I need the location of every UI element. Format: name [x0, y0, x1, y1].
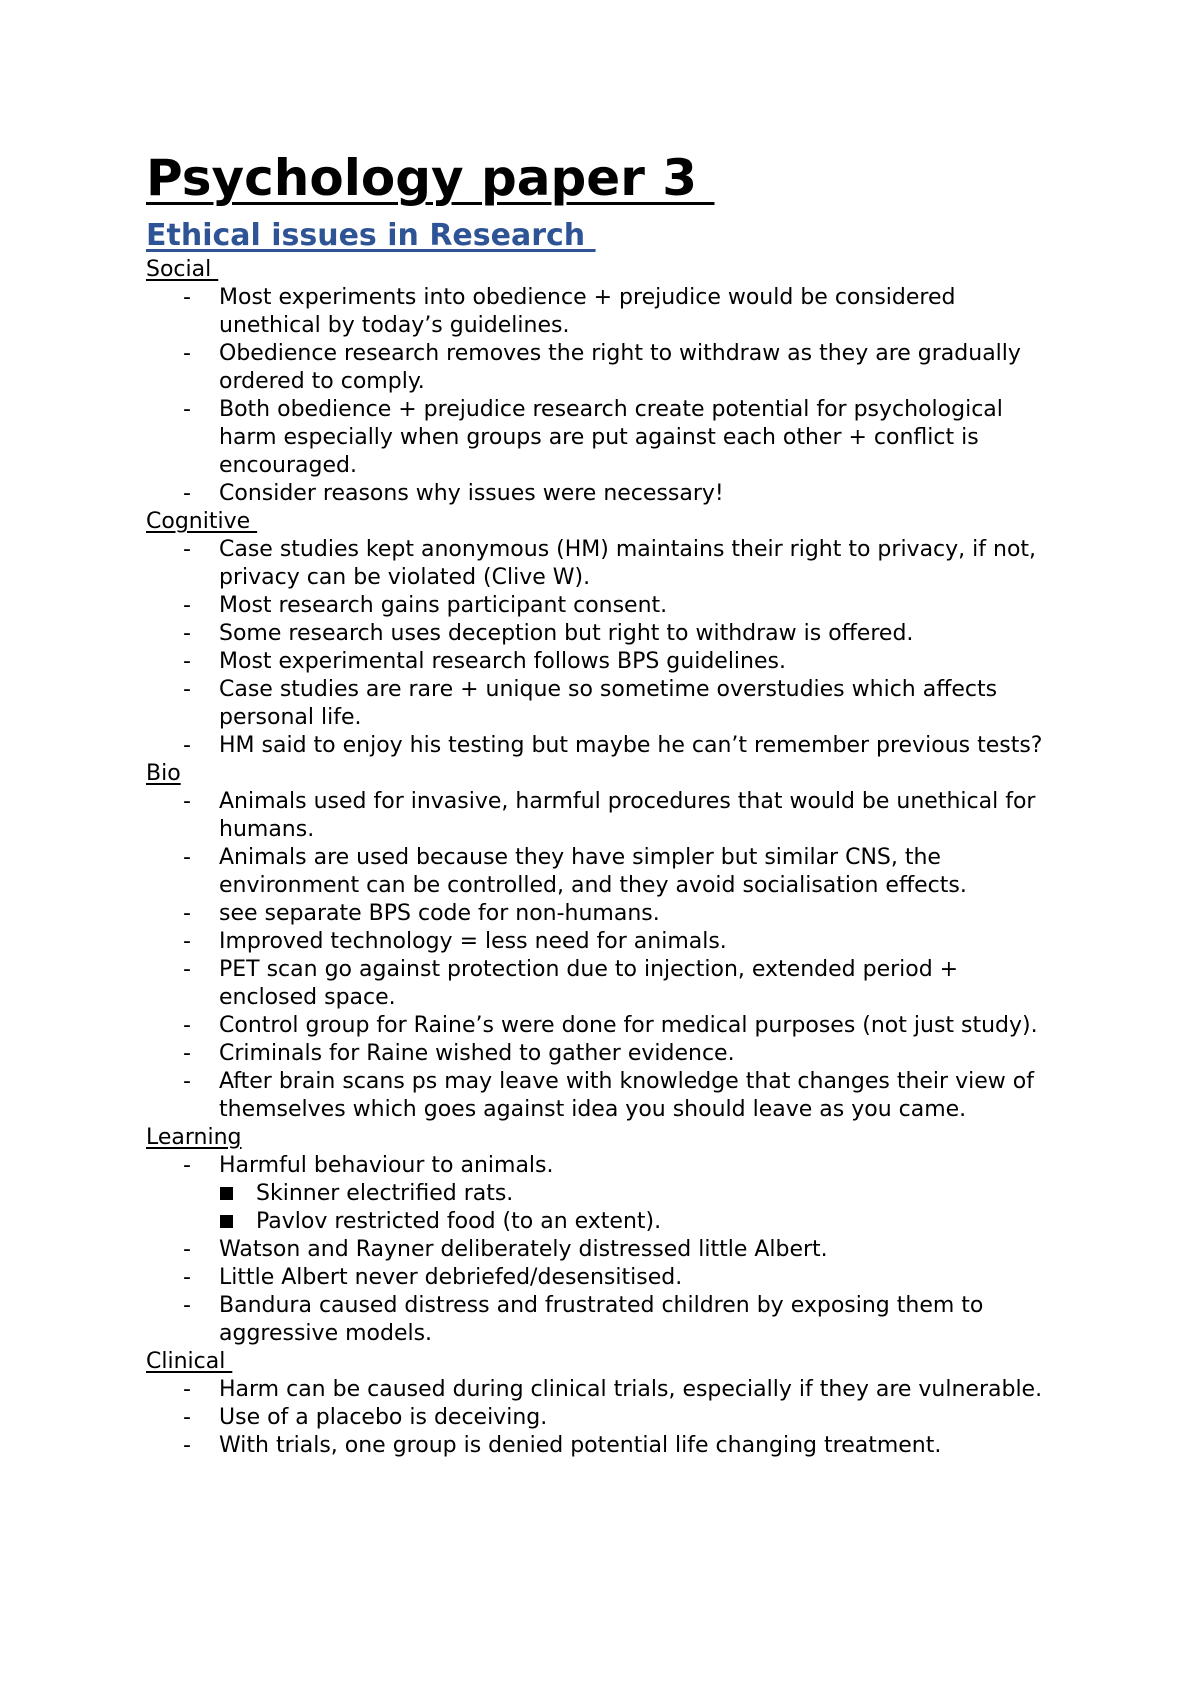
bullet-dash: - — [183, 1013, 191, 1038]
section-label: Clinical — [146, 1349, 233, 1374]
square-bullet-icon — [220, 1187, 233, 1200]
section-heading: Ethical issues in Research — [146, 218, 596, 253]
list-item — [146, 284, 1046, 340]
list-item — [146, 1292, 1046, 1348]
bullet-dash: - — [183, 649, 191, 674]
list-item-text: Criminals for Raine wished to gather evidence. — [219, 1041, 735, 1066]
bullet-dash: - — [183, 593, 191, 618]
list-item — [146, 1432, 1046, 1460]
bullet-list — [146, 1376, 1046, 1460]
list-item-text: Watson and Rayner deliberately distressed little Albert. — [219, 1237, 828, 1262]
bullet-dash: - — [183, 537, 191, 562]
list-item — [146, 648, 1046, 676]
bullet-dash: - — [183, 1405, 191, 1430]
list-item — [146, 956, 1046, 1012]
list-item — [146, 620, 1046, 648]
list-item-text: Case studies are rare + unique so sometime overstudies which affects personal life. — [219, 677, 998, 730]
list-item-text: Animals are used because they have simpler but similar CNS, the environment can be controlled, and they avoid socialisation effects. — [219, 845, 967, 898]
bullet-dash: - — [183, 621, 191, 646]
list-item — [146, 536, 1046, 592]
list-item-text: Case studies kept anonymous (HM) maintains their right to privacy, if not, privacy can be violated (Clive W). — [219, 537, 1037, 590]
list-item — [146, 900, 1046, 928]
bullet-list — [146, 284, 1046, 508]
list-item — [146, 1376, 1046, 1404]
bullet-dash: - — [183, 845, 191, 870]
list-item — [146, 844, 1046, 900]
bullet-dash: - — [183, 929, 191, 954]
list-item — [146, 928, 1046, 956]
list-item-text: Use of a placebo is deceiving. — [219, 1405, 548, 1430]
sub-list-item-text: Skinner electrified rats. — [256, 1181, 514, 1206]
bullet-dash: - — [183, 1377, 191, 1402]
bullet-dash: - — [183, 481, 191, 506]
bullet-dash: - — [183, 901, 191, 926]
list-item — [146, 1152, 1046, 1180]
list-item-text: Harmful behaviour to animals. — [219, 1153, 554, 1178]
list-item-text: Some research uses deception but right to withdraw is offered. — [219, 621, 914, 646]
section-label: Social — [146, 257, 219, 282]
square-bullet-icon — [220, 1215, 233, 1228]
bullet-list — [146, 536, 1046, 760]
list-item — [146, 592, 1046, 620]
list-item — [146, 1040, 1046, 1068]
list-item-text: Most experiments into obedience + prejudice would be considered unethical by today’s guidelines. — [219, 285, 956, 338]
list-item — [146, 396, 1046, 480]
list-item — [146, 1068, 1046, 1124]
bullet-dash: - — [183, 677, 191, 702]
list-item-text: Most research gains participant consent. — [219, 593, 668, 618]
document-title: Psychology paper 3 — [146, 149, 715, 207]
bullet-dash: - — [183, 1069, 191, 1094]
bullet-dash: - — [183, 1237, 191, 1262]
list-item-text: Obedience research removes the right to withdraw as they are gradually ordered to comply. — [219, 341, 1021, 394]
bullet-list — [146, 788, 1046, 1124]
list-item-text: Consider reasons why issues were necessary! — [219, 481, 724, 506]
document-page — [146, 140, 1046, 1460]
sub-bullet-list — [146, 1180, 1046, 1236]
list-item — [146, 340, 1046, 396]
list-item-text: see separate BPS code for non-humans. — [219, 901, 660, 926]
section-label: Bio — [146, 761, 181, 786]
bullet-dash: - — [183, 1433, 191, 1458]
bullet-list — [146, 1152, 1046, 1348]
list-item-text: Both obedience + prejudice research create potential for psychological harm especially when groups are put against each other + conflict is encouraged. — [219, 397, 1003, 478]
list-item — [146, 1404, 1046, 1432]
bullet-dash: - — [183, 789, 191, 814]
section-label: Cognitive — [146, 509, 258, 534]
sections-container — [146, 256, 1046, 1460]
bullet-dash: - — [183, 1265, 191, 1290]
list-item — [146, 480, 1046, 508]
list-item — [146, 1264, 1046, 1292]
list-item-text: With trials, one group is denied potential life changing treatment. — [219, 1433, 942, 1458]
bullet-dash: - — [183, 1153, 191, 1178]
list-item-text: PET scan go against protection due to injection, extended period + enclosed space. — [219, 957, 959, 1010]
bullet-dash: - — [183, 397, 191, 422]
list-item — [146, 732, 1046, 760]
sub-list-item — [146, 1208, 1046, 1236]
list-item-text: Improved technology = less need for animals. — [219, 929, 727, 954]
list-item-text: Little Albert never debriefed/desensitised. — [219, 1265, 683, 1290]
bullet-dash: - — [183, 957, 191, 982]
list-item-text: HM said to enjoy his testing but maybe he can’t remember previous tests? — [219, 733, 1043, 758]
list-item-text: Harm can be caused during clinical trials, especially if they are vulnerable. — [219, 1377, 1043, 1402]
bullet-dash: - — [183, 285, 191, 310]
list-item-text: Bandura caused distress and frustrated children by exposing them to aggressive models. — [219, 1293, 984, 1346]
bullet-dash: - — [183, 341, 191, 366]
list-item — [146, 1012, 1046, 1040]
list-item — [146, 1236, 1046, 1264]
list-item-text: Animals used for invasive, harmful procedures that would be unethical for humans. — [219, 789, 1036, 842]
bullet-dash: - — [183, 733, 191, 758]
list-item-text: After brain scans ps may leave with knowledge that changes their view of themselves which goes against idea you should leave as you came. — [219, 1069, 1034, 1122]
list-item — [146, 788, 1046, 844]
sub-list-item — [146, 1180, 1046, 1208]
sub-list-item-text: Pavlov restricted food (to an extent). — [256, 1209, 662, 1234]
list-item — [146, 676, 1046, 732]
section-label: Learning — [146, 1125, 242, 1150]
list-item-text: Most experimental research follows BPS guidelines. — [219, 649, 786, 674]
bullet-dash: - — [183, 1041, 191, 1066]
bullet-dash: - — [183, 1293, 191, 1318]
list-item-text: Control group for Raine’s were done for medical purposes (not just study). — [219, 1013, 1038, 1038]
